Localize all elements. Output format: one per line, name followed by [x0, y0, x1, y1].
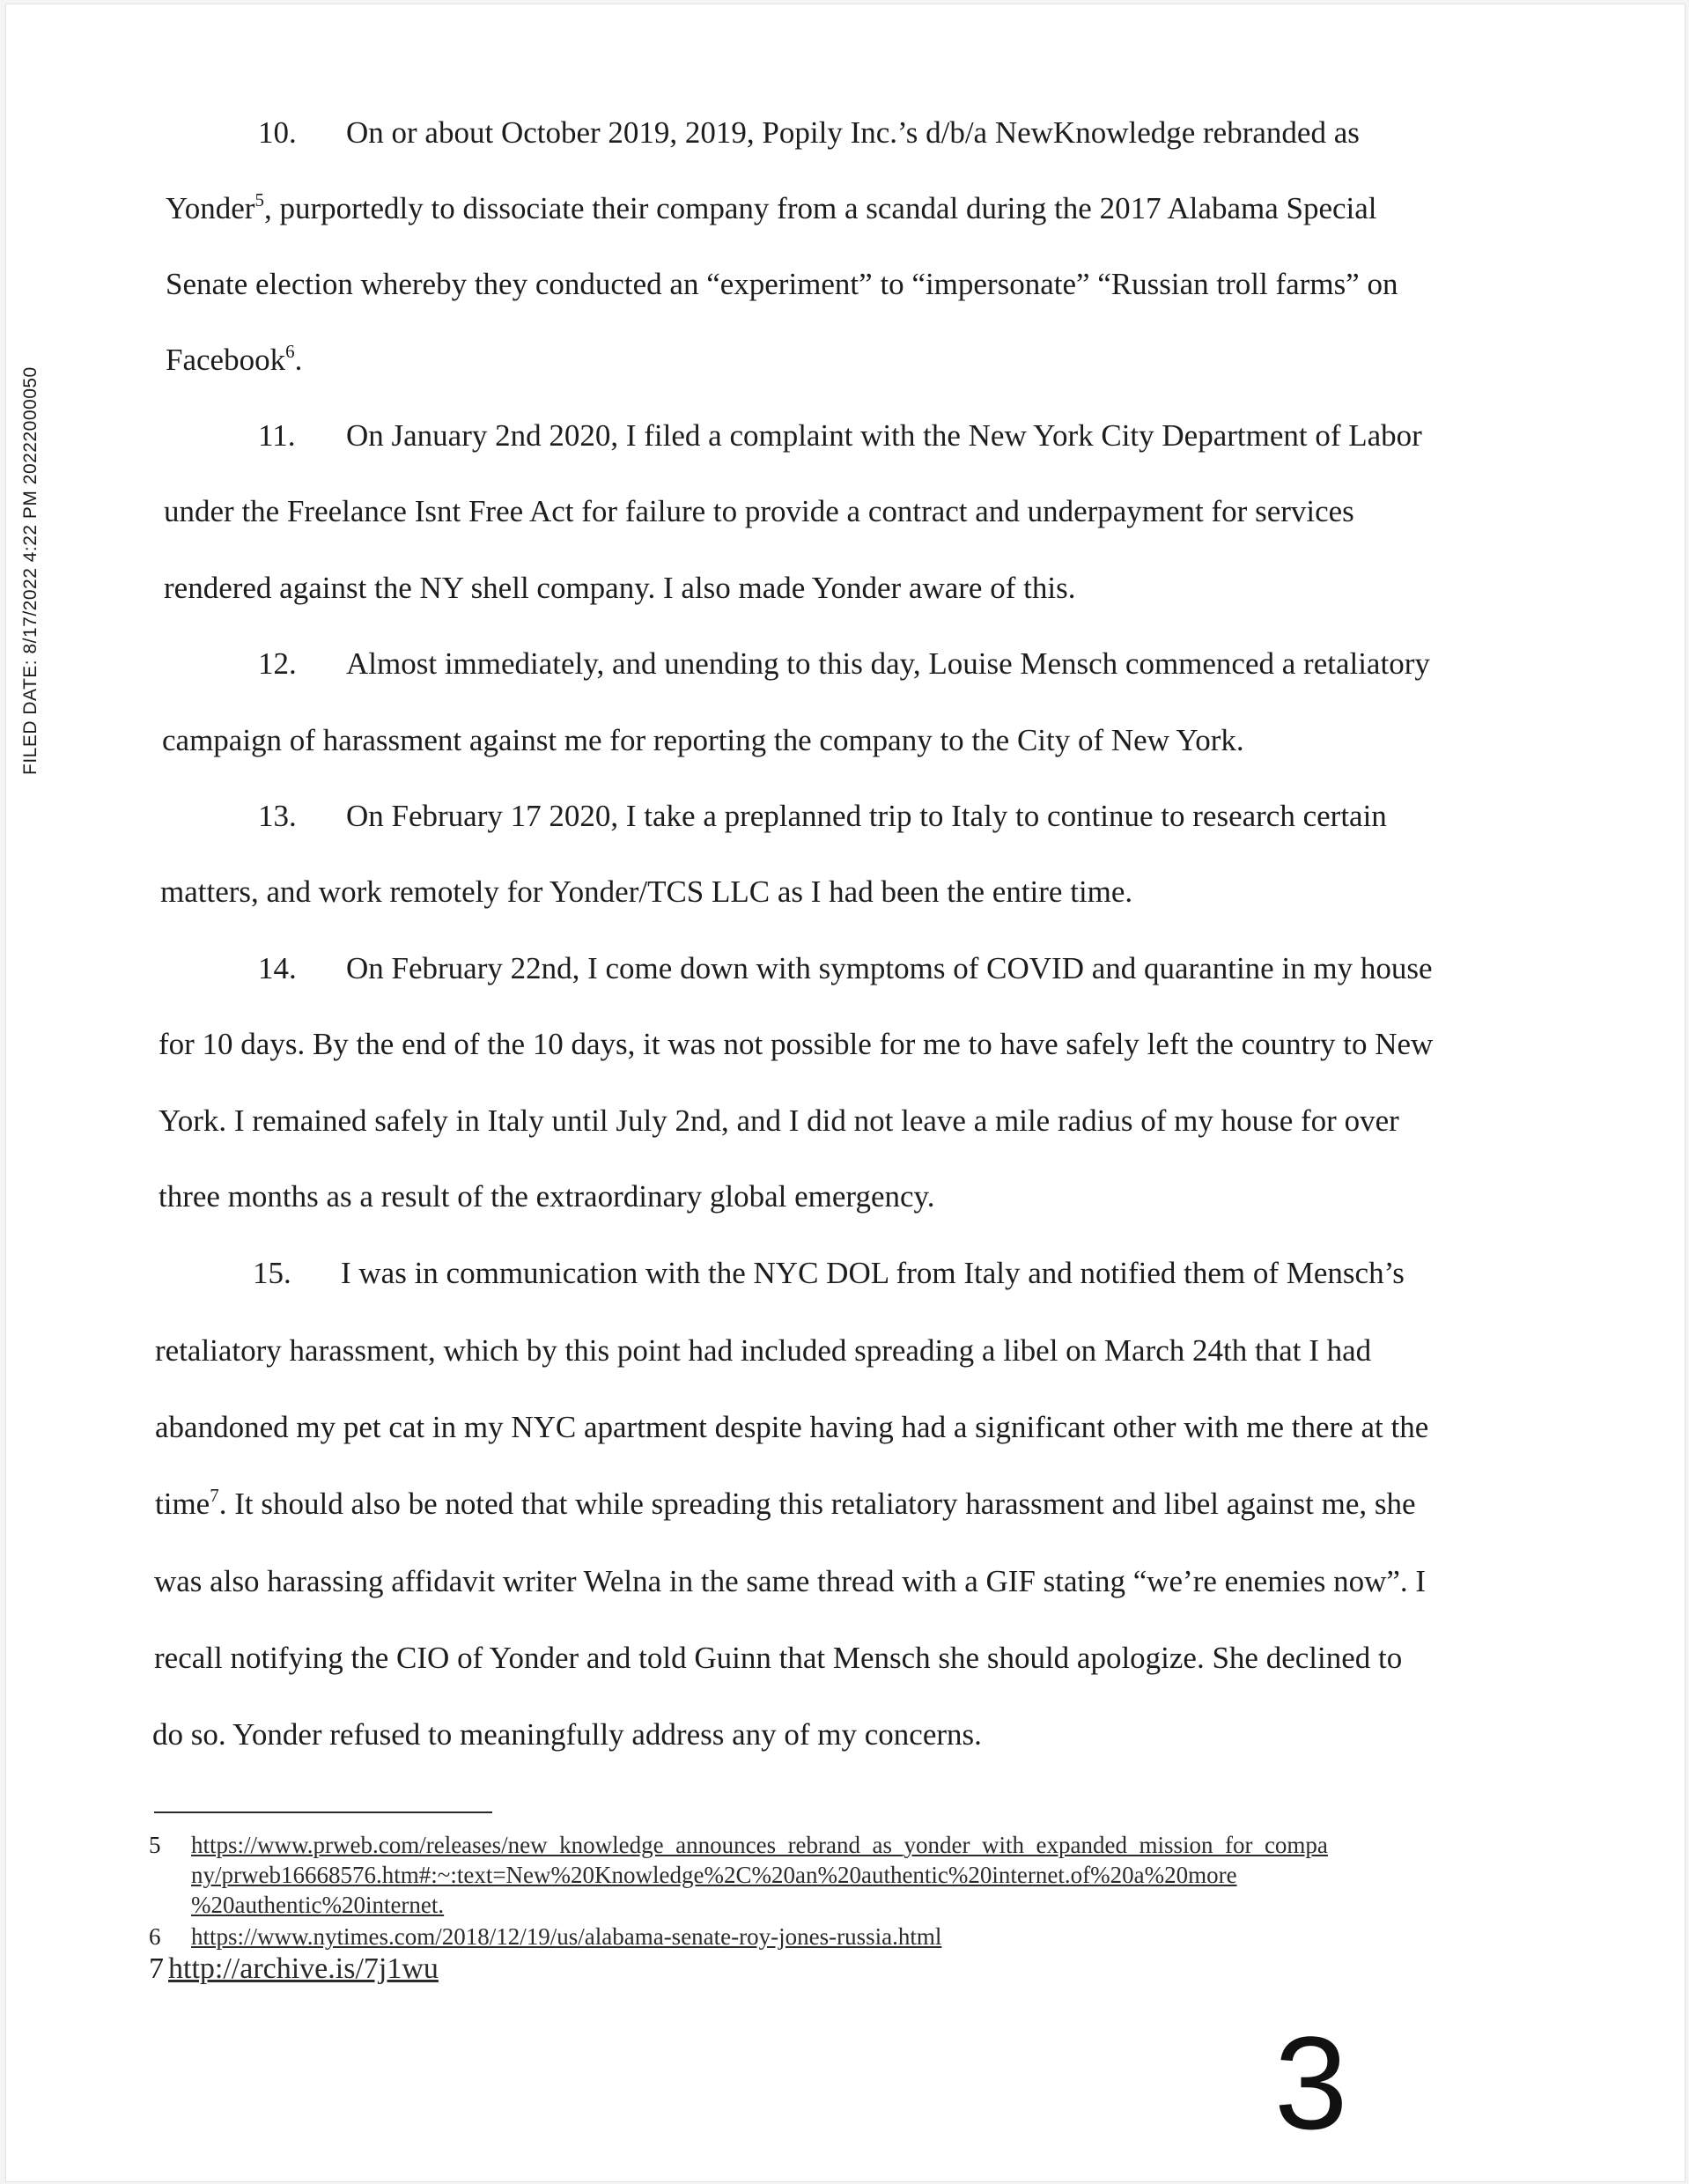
paragraph-11-line-1: 11. On January 2nd 2020, I filed a complaint with the New York City Department of Labor — [258, 418, 1422, 453]
paragraph-13-line-2: matters, and work remotely for Yonder/TCS LLC as I had been the entire time. — [160, 874, 1133, 909]
filing-stamp: FILED DATE: 8/17/2022 4:22 PM 20222000050 — [20, 366, 41, 775]
footnote-ref-7: 7 — [210, 1485, 219, 1506]
paragraph-15-line-1: 15. I was in communication with the NYC DOL from Italy and notified them of Mensch’s — [253, 1256, 1405, 1290]
paragraph-12-line-2: campaign of harassment against me for reporting the company to the City of New York. — [162, 723, 1244, 757]
paragraph-number: 13. — [258, 799, 297, 833]
paragraph-number: 12. — [258, 646, 297, 681]
footnote-number: 7 — [149, 1952, 164, 1985]
paragraph-15-line-5: was also harassing affidavit writer Welna in the same thread with a GIF stating “we’re enemies now”. I — [154, 1564, 1427, 1598]
paragraph-14-line-2: for 10 days. By the end of the 10 days, it was not possible for me to have safely left the country to New — [159, 1027, 1434, 1061]
paragraph-11-line-2: under the Freelance Isnt Free Act for failure to provide a contract and underpayment for services — [164, 494, 1354, 528]
paragraph-14-line-3: York. I remained safely in Italy until July 2nd, and I did not leave a mile radius of my house for over — [159, 1103, 1399, 1138]
paragraph-14-line-1: 14. On February 22nd, I come down with symptoms of COVID and quarantine in my house — [258, 951, 1433, 985]
page-number: 3 — [1274, 2009, 1348, 2157]
paragraph-number: 14. — [258, 951, 297, 985]
paragraph-number: 11. — [258, 418, 296, 453]
footnote-5-line-2 — [191, 1861, 1237, 1889]
footnote-5-link[interactable]: https://www.prweb.com/releases/new_knowledge_announces_rebrand_as_yonder_with_expanded_mission_for_compa — [191, 1832, 1328, 1858]
paragraph-10-line-3: Senate election whereby they conducted an “experiment” to “impersonate” “Russian troll farms” on — [166, 267, 1398, 301]
footnote-5-link-cont[interactable]: %20authentic%20internet. — [191, 1892, 445, 1918]
paragraph-13-line-1: 13. On February 17 2020, I take a preplanned trip to Italy to continue to research certain — [258, 799, 1387, 833]
footnote-number: 5 — [149, 1832, 161, 1858]
footnote-ref-5: 5 — [254, 189, 264, 210]
footnote-6 — [149, 1922, 941, 1951]
footnote-7 — [149, 1952, 439, 1986]
paragraph-11-line-3: rendered against the NY shell company. I also made Yonder aware of this. — [164, 571, 1076, 605]
footnote-5-line-3 — [191, 1891, 444, 1919]
footnote-5 — [149, 1831, 1328, 1859]
paragraph-number: 15. — [253, 1256, 291, 1290]
document-page — [5, 4, 1685, 2182]
footnote-divider — [154, 1811, 492, 1813]
paragraph-15-line-3: abandoned my pet cat in my NYC apartment despite having had a significant other with me there at the — [155, 1410, 1429, 1444]
paragraph-14-line-4: three months as a result of the extraordinary global emergency. — [159, 1179, 935, 1214]
paragraph-15-line-4: time$^7$. It should also be noted that while spreading this retaliatory harassment and libel against me, she — [155, 1485, 1416, 1521]
paragraph-10-line-2: Yonder$^5$, purportedly to dissociate their company from a scandal during the 2017 Alabama Special — [166, 189, 1377, 225]
footnote-number: 6 — [149, 1923, 161, 1950]
paragraph-10-line-4: Facebook$^6$. — [166, 341, 303, 377]
footnote-5-link-cont[interactable]: ny/prweb16668576.htm#:~:text=New%20Knowledge%2C%20an%20authentic%20internet.of%20a%20more — [191, 1862, 1237, 1888]
paragraph-15-line-7: do so. Yonder refused to meaningfully address any of my concerns. — [152, 1717, 982, 1752]
paragraph-15-line-6: recall notifying the CIO of Yonder and told Guinn that Mensch she should apologize. She declined to — [154, 1641, 1403, 1675]
footnote-6-link[interactable]: https://www.nytimes.com/2018/12/19/us/alabama-senate-roy-jones-russia.html — [191, 1923, 942, 1950]
paragraph-12-line-1: 12. Almost immediately, and unending to this day, Louise Mensch commenced a retaliatory — [258, 646, 1430, 681]
paragraph-number: 10. — [258, 115, 297, 150]
paragraph-15-line-2: retaliatory harassment, which by this point had included spreading a libel on March 24th that I had — [155, 1333, 1372, 1368]
footnote-ref-6: 6 — [285, 341, 295, 362]
paragraph-10-line-1: 10. On or about October 2019, 2019, Popily Inc.’s d/b/a NewKnowledge rebranded as — [258, 115, 1360, 150]
footnote-7-link[interactable]: http://archive.is/7j1wu — [168, 1952, 439, 1985]
